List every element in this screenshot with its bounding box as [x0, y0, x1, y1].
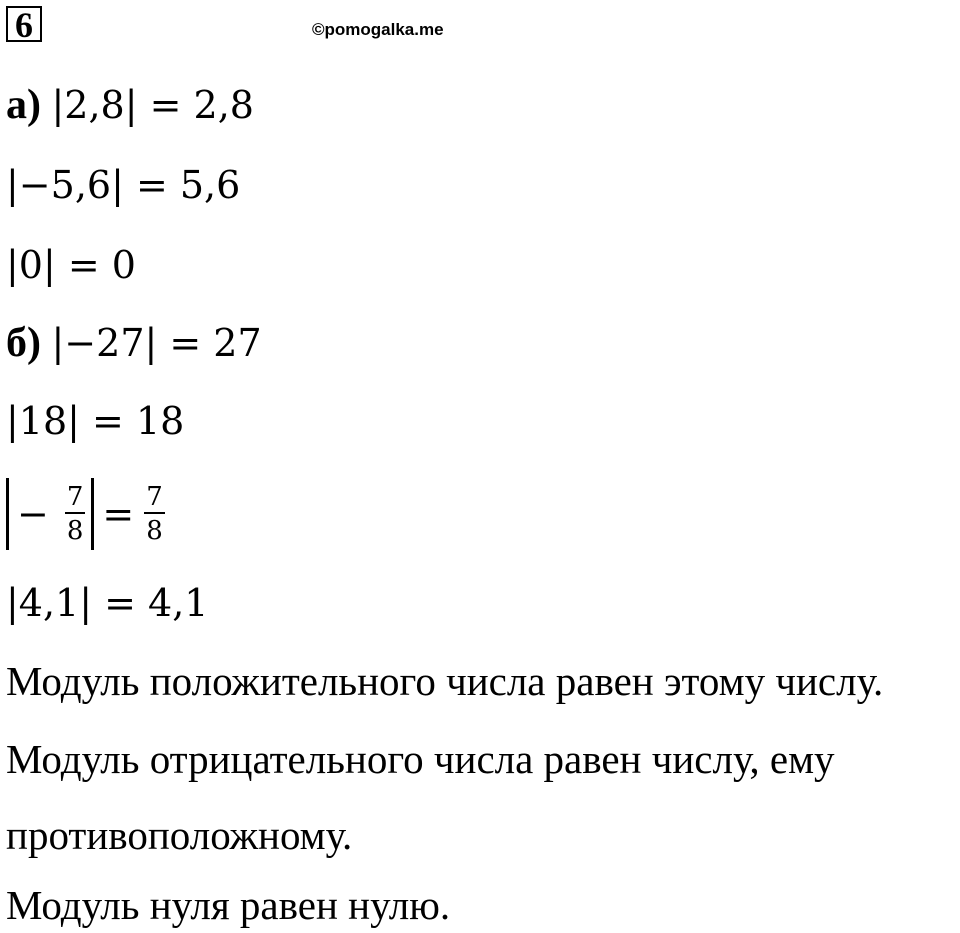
part-b-label: б) [6, 320, 41, 366]
equation: |−27| = 27 [51, 321, 262, 365]
conclusion-line: противоположному. [6, 812, 353, 858]
abs-bar-right [91, 478, 94, 550]
part-b-line-2 [6, 396, 184, 446]
fraction-equation [6, 476, 171, 552]
equation: |−5,6| = 5,6 [6, 163, 241, 207]
task-number-box: 6 [6, 6, 42, 42]
fraction-result [144, 482, 165, 546]
abs-bar-left [6, 478, 9, 550]
conclusion-line: Модуль положительного числа равен этому числу. [6, 658, 884, 704]
watermark: ©pomogalka.me [312, 20, 444, 39]
conclusion-line: Модуль нуля равен нулю. [6, 882, 451, 928]
fraction-left [65, 482, 86, 546]
part-b-line-4 [6, 578, 208, 628]
fraction-numerator: 7 [66, 482, 84, 512]
fraction-denominator: 8 [65, 512, 86, 546]
part-b-line-1 [6, 318, 262, 368]
fraction-denominator: 8 [144, 512, 165, 546]
minus-sign: − [17, 492, 49, 536]
equation: |2,8| = 2,8 [51, 83, 254, 127]
conclusion-line: Модуль отрицательного числа равен числу, ему [6, 736, 835, 782]
part-a-line-3 [6, 240, 136, 290]
part-a-line-1 [6, 80, 254, 130]
equation: |4,1| = 4,1 [6, 581, 209, 625]
equation: |18| = 18 [6, 399, 185, 443]
equals-sign: = [102, 492, 135, 536]
fraction-numerator: 7 [146, 482, 163, 512]
equation: |0| = 0 [6, 243, 136, 287]
part-a-line-2 [6, 160, 240, 210]
part-a-label: а) [6, 82, 41, 128]
